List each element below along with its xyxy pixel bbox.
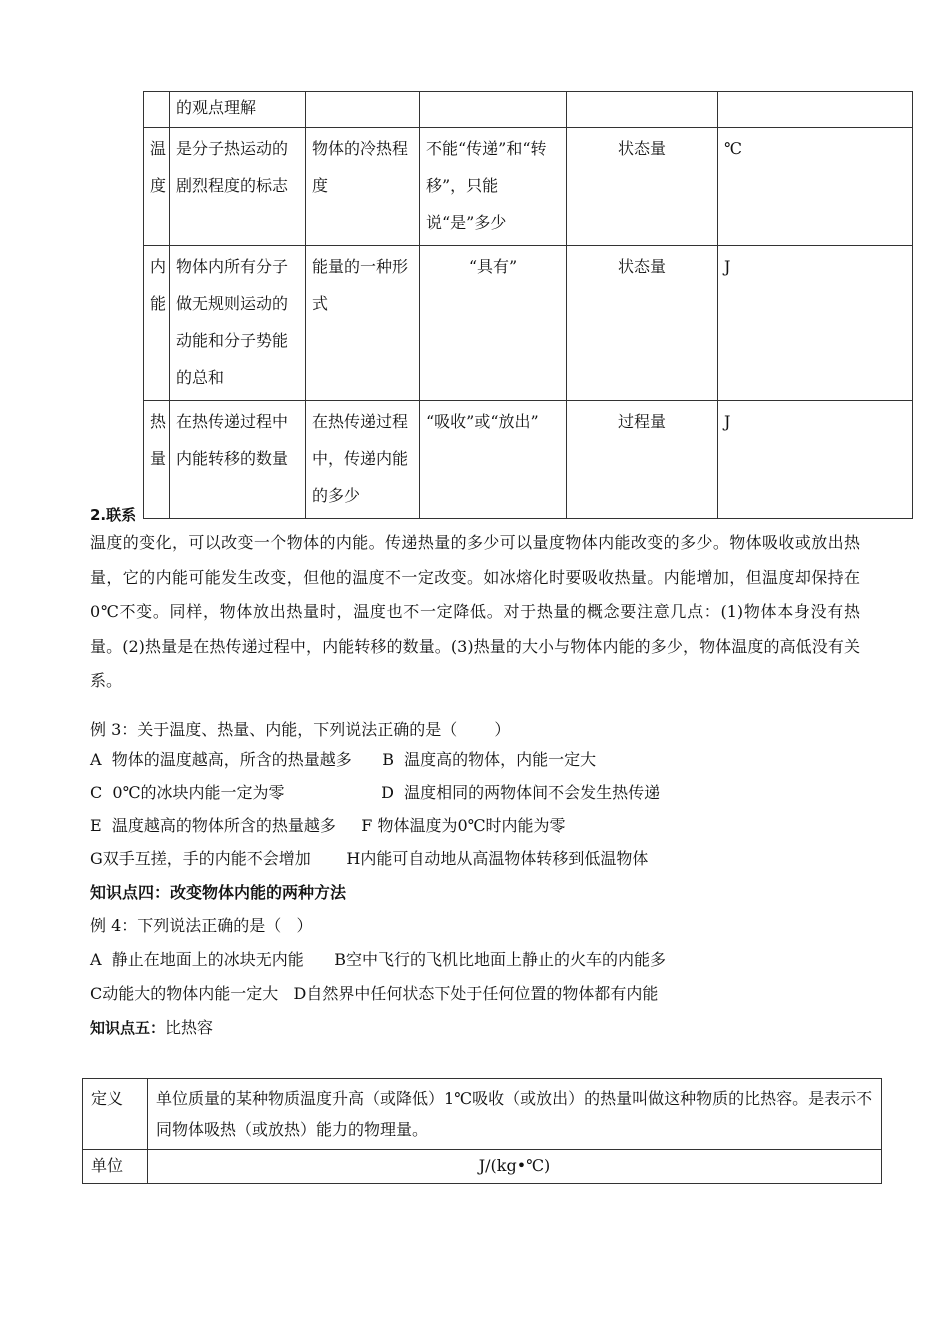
table-cell: 能量的一种形式 bbox=[306, 246, 420, 401]
table-cell: 是分子热运动的剧烈程度的标志 bbox=[170, 128, 306, 246]
table-cell: 过程量 bbox=[567, 401, 718, 519]
table-cell: ℃ bbox=[718, 128, 913, 246]
option-line: A 物体的温度越高，所含的热量越多 B 温度高的物体，内能一定大 bbox=[90, 750, 597, 769]
table-cell bbox=[567, 92, 718, 128]
knowledge-heading: 知识点五： bbox=[90, 1019, 166, 1037]
knowledge-title: 比热容 bbox=[165, 1018, 214, 1037]
table-cell: 定义 bbox=[83, 1079, 148, 1150]
table-cell: J bbox=[718, 401, 913, 519]
table-cell: J bbox=[718, 246, 913, 401]
table-cell: 在热传递过程中，传递内能的多少 bbox=[306, 401, 420, 519]
table-cell bbox=[306, 92, 420, 128]
table-cell: 单位 bbox=[83, 1150, 148, 1184]
section-heading: 2.联系 bbox=[90, 506, 137, 524]
table-cell bbox=[144, 92, 170, 128]
table-cell: 状态量 bbox=[567, 246, 718, 401]
table-cell: 物体内所有分子做无规则运动的动能和分子势能的总和 bbox=[170, 246, 306, 401]
table-cell: 内能 bbox=[144, 246, 170, 401]
table-cell: 不能“传递”和“转移”，只能说“是”多少 bbox=[420, 128, 567, 246]
table-cell: “具有” bbox=[420, 246, 567, 401]
table-row bbox=[83, 1079, 882, 1150]
table-cell bbox=[420, 92, 567, 128]
table-cell: J/(kg•℃) bbox=[148, 1150, 882, 1184]
table-row bbox=[83, 1150, 882, 1184]
comparison-table bbox=[143, 91, 913, 519]
table-cell: “吸收”或“放出” bbox=[420, 401, 567, 519]
body-paragraph: 温度的变化，可以改变一个物体的内能。传递热量的多少可以量度物体内能改变的多少。物体吸收或放出热量，它的内能可能发生改变，但他的温度不一定改变。如冰熔化时要吸收热量。内能增加，但温度却保持在0℃不变。同样，物体放出热量时，温度也不一定降低。对于热量的概念要注意几点：(1)物体本身没有热量。(2)热量是在热传递过程中，内能转移的数量。(3)热量的大小与物体内能的多少，物体温度的高低没有关系。 bbox=[90, 533, 860, 690]
table-cell: 单位质量的某种物质温度升高（或降低）1℃吸收（或放出）的热量叫做这种物质的比热容。是表示不同物体吸热（或放热）能力的物理量。 bbox=[148, 1079, 882, 1150]
table-row bbox=[144, 246, 913, 401]
question-text: 例 4：下列说法正确的是（ ） bbox=[90, 916, 313, 935]
option-line: E 温度越高的物体所含的热量越多 F 物体温度为0℃时内能为零 bbox=[90, 816, 566, 835]
table-row bbox=[144, 92, 913, 128]
table-cell: 在热传递过程中内能转移的数量 bbox=[170, 401, 306, 519]
knowledge-heading-row bbox=[90, 1016, 213, 1040]
table-cell bbox=[718, 92, 913, 128]
table-row bbox=[144, 128, 913, 246]
knowledge-heading: 知识点四：改变物体内能的两种方法 bbox=[90, 883, 347, 902]
table-cell: 物体的冷热程度 bbox=[306, 128, 420, 246]
option-line: G双手互搓，手的内能不会增加 H内能可自动地从高温物体转移到低温物体 bbox=[90, 849, 649, 868]
option-line: C 0℃的冰块内能一定为零 D 温度相同的两物体间不会发生热传递 bbox=[90, 783, 661, 802]
question-text: 例 3：关于温度、热量、内能，下列说法正确的是（ ） bbox=[90, 720, 511, 739]
option-line: C动能大的物体内能一定大 D自然界中任何状态下处于任何位置的物体都有内能 bbox=[90, 984, 659, 1003]
table-cell: 热量 bbox=[144, 401, 170, 519]
option-line: A 静止在地面上的冰块无内能 B空中飞行的飞机比地面上静止的火车的内能多 bbox=[90, 950, 667, 969]
table-cell: 状态量 bbox=[567, 128, 718, 246]
specific-heat-table bbox=[82, 1078, 882, 1184]
table-cell: 的观点理解 bbox=[170, 92, 306, 128]
table-cell: 温度 bbox=[144, 128, 170, 246]
